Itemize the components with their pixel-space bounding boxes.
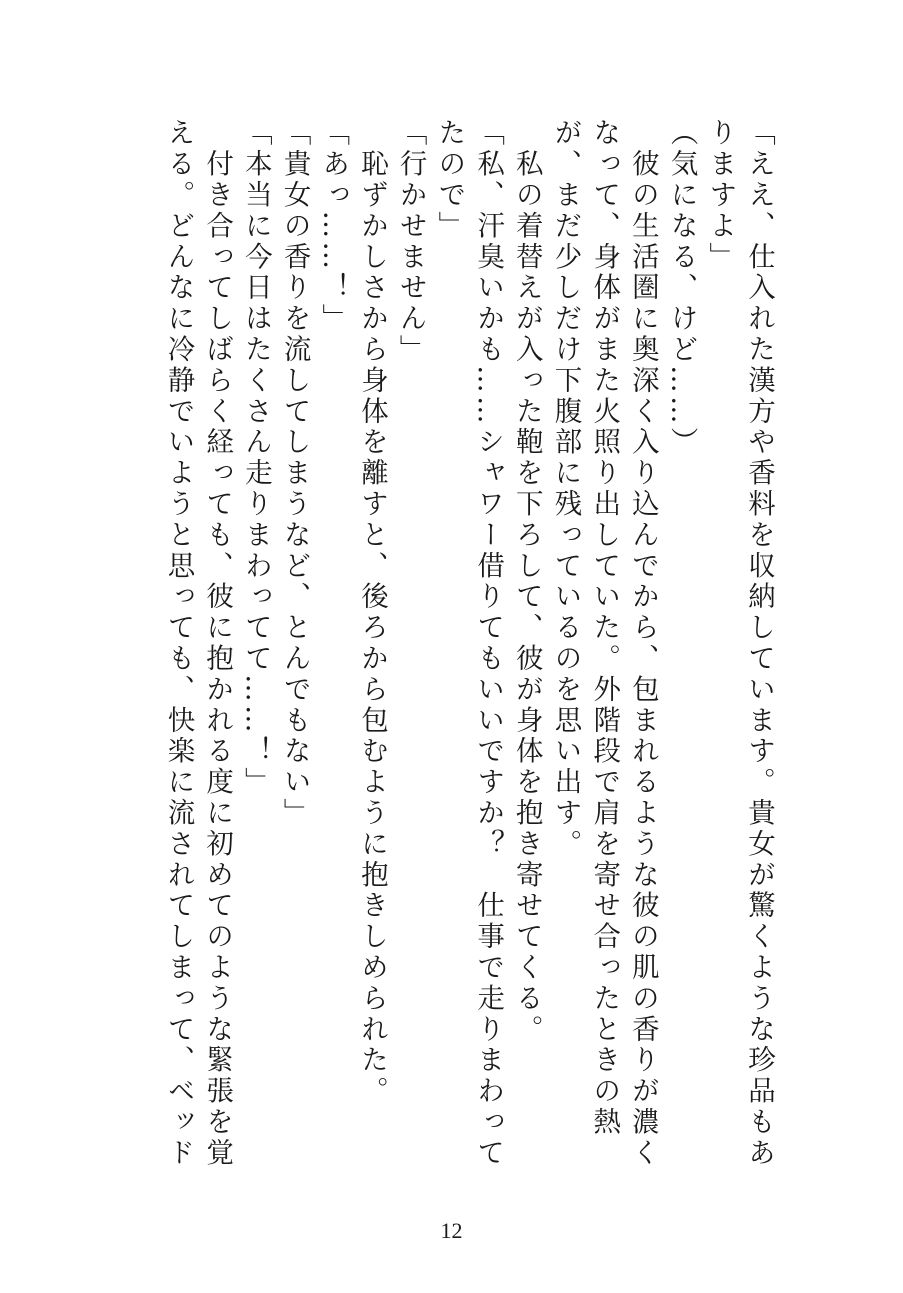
- text-line: 恥ずかしさから身体を離すと、後ろから包むように抱きしめられた。: [355, 118, 388, 1107]
- text-line: なって、身体がまた火照り出していた。外階段で肩を寄せ合ったときの熱: [588, 118, 621, 1138]
- text-line: 「ええ、仕入れた漢方や香料を収納しています。貴女が驚くような珍品もあ: [743, 118, 775, 1169]
- text-line: 「貴女の香りを流してしまうなど、とんでもない」: [278, 118, 311, 829]
- text-line: たので」: [433, 118, 466, 242]
- text-line: 私の着替えが入った鞄を下ろして、彼が身体を抱き寄せてくる。: [510, 118, 543, 1045]
- text-line: 彼の生活圏に奥深く入り込んでから、包まれるような彼の肌の香りが濃く: [626, 118, 659, 1169]
- text-line: 「本当に今日はたくさん走りまわってて……！」: [239, 118, 272, 798]
- text-line: が、まだ少しだけ下腹部に残っているのを思い出す。: [549, 118, 582, 860]
- page-number: 12: [440, 1218, 463, 1243]
- text-line: りますよ」: [704, 118, 737, 273]
- text-line: 「行かせません」: [394, 118, 427, 366]
- vertical-text-body: [118, 118, 778, 1198]
- text-line: える。どんなに冷静でいようと思っても、快楽に流されてしまって、ベッド: [162, 118, 195, 1169]
- text-line: 付き合ってしばらく経っても、彼に抱かれる度に初めてのような緊張を覚: [201, 118, 234, 1169]
- text-line: 「私、汗臭いかも……シャワー借りてもいいですか？ 仕事で走りまわって: [472, 118, 505, 1169]
- text-line: （気になる、けど……）: [665, 118, 698, 458]
- text-line: 「あっ……！」: [317, 118, 350, 335]
